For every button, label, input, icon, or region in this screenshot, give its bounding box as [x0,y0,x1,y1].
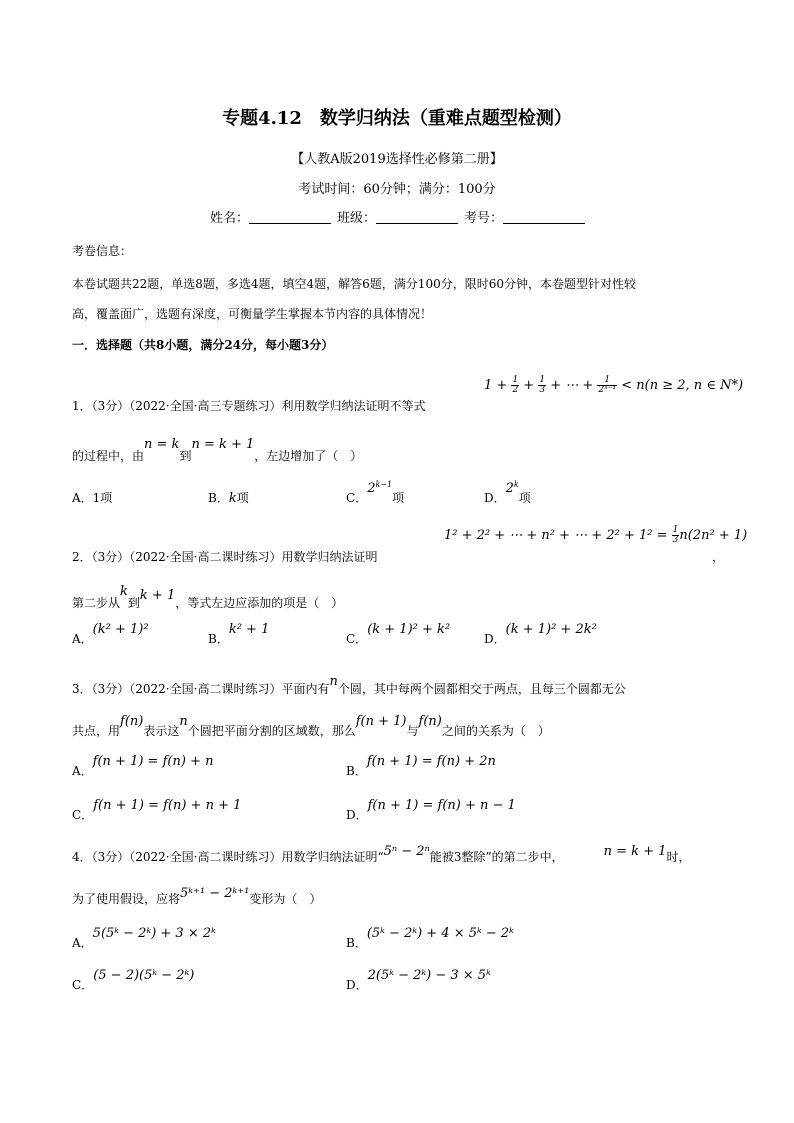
q2-option-b[interactable]: B．k² + 1 [208,622,270,646]
q1-option-a[interactable]: A．1项 [72,491,113,505]
section-heading: 一．选择题（共8小题，满分24分，每小题3分） [72,338,334,352]
edition-subtitle: 【人教A版2019选择性必修第二册】 [291,152,503,167]
q3-option-b[interactable]: B．f(n + 1) = f(n) + 2n [346,754,496,778]
exam-info: 考试时间：60分钟；满分：100分 [298,182,496,197]
q1-stem-line2: 的过程中，由n = k到n = k + 1，左边增加了（ ） [72,437,363,463]
q1-stem-line1: 1．（3分）（2022·全国·高三专题练习）利用数学归纳法证明不等式 [72,399,426,413]
q3-stem-line1: 3．（3分）（2022·全国·高二课时练习）平面内有n个圆，其中每两个圆都相交于两点，且每三个圆都无公 [72,674,626,696]
q2-option-c[interactable]: C．(k + 1)² + k² [346,622,451,646]
q3-stem-line2: 共点，用f(n)表示这n个圆把平面分割的区域数，那么f(n + 1)与f(n)之间的关系为（ ） [72,714,550,738]
info-heading: 考卷信息： [72,244,133,258]
q2-math-k: k [120,584,128,599]
q4-option-c[interactable]: C．(5 − 2)(5ᵏ − 2ᵏ) [72,968,195,992]
q2-comma: ， [712,550,725,564]
q1-option-d[interactable]: D．2$^k$项 [484,480,531,505]
q3-option-a[interactable]: A．f(n + 1) = f(n) + n [72,754,214,778]
q3-option-d[interactable]: D．f(n + 1) = f(n) + n − 1 [346,798,516,822]
page-title: 专题4.12 数学归纳法（重难点题型检测） [222,108,572,129]
q4-stem-line1: 4．（3分）（2022·全国·高二课时练习）用数学归纳法证明“5ⁿ − 2ⁿ能被3整除”的第二步中， n = k + 1时， [72,844,691,864]
q1-option-c[interactable]: C．$2^{k-1}$项 [346,480,405,505]
q1-option-b[interactable]: B．k项 [208,491,249,506]
q4-stem-line2: 为了使用假设，应将5ᵏ⁺¹ − 2ᵏ⁺¹变形为（ ） [72,886,322,906]
q2-option-d[interactable]: D．(k + 1)² + 2k² [484,622,597,646]
q4-option-a[interactable]: A．5(5ᵏ − 2ᵏ) + 3 × 2ᵏ [72,926,216,950]
q1-math-n-eq-k1: n = k + 1 [191,437,255,452]
q2-formula: 1² + 2² + ⋯ + n² + ⋯ + 2² + 1² = $\frac{1}{3}$ n(2n² + 1) [444,525,748,545]
q4-option-b[interactable]: B．(5ᵏ − 2ᵏ) + 4 × 5ᵏ − 2ᵏ [346,926,514,950]
student-fields [210,207,591,226]
q1-math-n-eq-k: n = k [144,437,180,452]
q1-frac-1: $\frac{1}{2}$ [512,375,519,395]
info-line-2: 高，覆盖面广，选题有深度，可衡量学生掌握本节内容的具体情况！ [72,307,433,321]
q1-frac-2: $\frac{1}{3}$ [539,375,546,395]
info-line-1: 本卷试题共22题，单选8题，多选4题，填空4题，解答6题，满分100分，限时60分钟，本卷题型针对性较 [72,277,636,291]
name-label: 姓名： [210,211,250,226]
q4-option-d[interactable]: D．2(5ᵏ − 2ᵏ) − 3 × 5ᵏ [346,968,491,992]
q1-formula: 1 + $\frac{1}{2}$ + $\frac{1}{3}$ + ⋯ + $\frac{1}{\text{2ⁿ⁻¹}}$ < n(n ≥ 2, n ∈ N*) [484,375,744,395]
class-label: 班级： [337,211,377,226]
class-blank[interactable] [376,211,458,224]
q3-option-c[interactable]: C．f(n + 1) = f(n) + n + 1 [72,798,242,822]
q2-stem-line2: 第二步从k到k + 1，等式左边应添加的项是（ ） [72,584,344,610]
id-label: 考号： [464,211,504,226]
q2-option-a[interactable]: A．(k² + 1)² [72,622,149,646]
q2-stem-line1: 2．（3分）（2022·全国·高二课时练习）用数学归纳法证明 [72,550,378,564]
q1-frac-3: $\frac{1}{\text{2ⁿ⁻¹}}$ [598,375,617,395]
q2-math-k1: k + 1 [139,588,176,603]
name-blank[interactable] [249,211,331,224]
id-blank[interactable] [503,211,585,224]
